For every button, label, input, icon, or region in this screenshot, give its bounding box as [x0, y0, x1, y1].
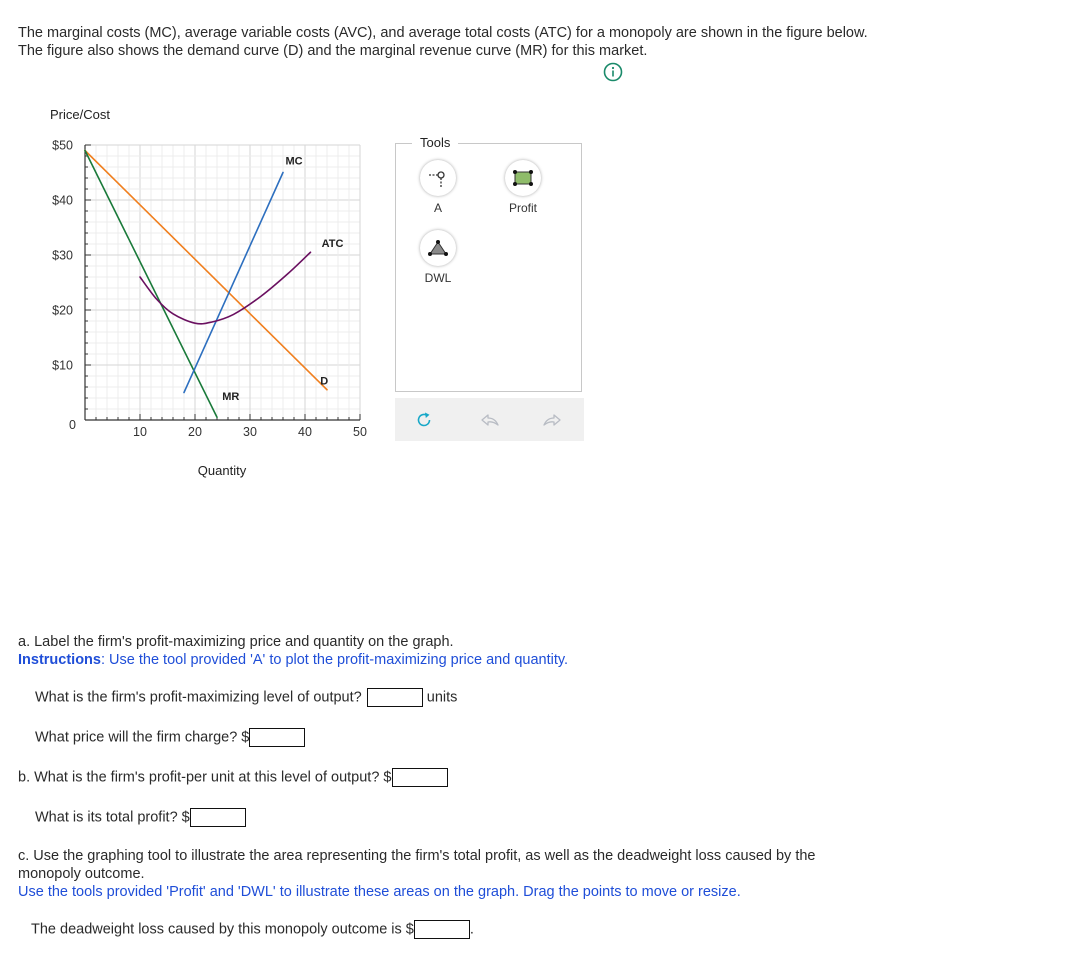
mc-curve	[184, 173, 283, 393]
reset-icon	[414, 410, 434, 430]
question-output-label: What is the firm's profit-maximizing level of output?	[35, 689, 362, 706]
tool-profit-button[interactable]	[505, 160, 541, 196]
profit-per-unit-input[interactable]	[392, 768, 448, 787]
question-dwl-label: The deadweight loss caused by this monopoly outcome is $	[31, 921, 414, 938]
question-profit-per-unit-label: b. What is the firm's profit-per unit at this level of output? $	[18, 769, 392, 786]
question-dwl-row	[31, 920, 474, 939]
question-profit-per-unit-row	[18, 768, 448, 787]
y-tick-label: $30	[52, 248, 73, 263]
point-icon	[427, 167, 449, 189]
question-a-prompt: a. Label the firm's profit-maximizing price and quantity on the graph.	[18, 634, 454, 650]
tools-title: Tools	[412, 135, 458, 150]
triangle-icon	[426, 237, 450, 259]
question-c-prompt-line-2: monopoly outcome.	[18, 866, 145, 882]
instructions-text: : Use the tool provided 'A' to plot the profit-maximizing price and quantity.	[100, 652, 569, 668]
question-price-label: What price will the firm charge? $	[35, 729, 250, 746]
x-tick-label: 40	[298, 425, 312, 439]
y-tick-label: $10	[52, 358, 73, 373]
question-output-row	[35, 688, 457, 707]
intro-text	[18, 24, 1018, 60]
rectangle-icon	[511, 167, 535, 189]
dwl-input[interactable]	[414, 920, 470, 939]
x-tick-label: 30	[243, 425, 257, 439]
question-price-row	[35, 728, 305, 747]
question-a-instructions	[18, 652, 568, 668]
undo-icon	[479, 410, 501, 430]
axes	[85, 145, 360, 420]
output-input[interactable]	[367, 688, 423, 707]
tool-a-button[interactable]	[420, 160, 456, 196]
x-ticks	[133, 425, 367, 439]
grid	[85, 145, 360, 420]
intro-line-1: The marginal costs (MC), average variable costs (AVC), and average total costs (ATC) for a monopoly are shown in the figure below.	[18, 25, 868, 41]
dwl-period: .	[469, 921, 474, 938]
y-tick-label: $40	[52, 193, 73, 208]
tool-a-label: A	[433, 201, 442, 215]
price-input[interactable]	[249, 728, 305, 747]
monopoly-graph[interactable]	[0, 95, 390, 495]
x-tick-label: 10	[133, 425, 147, 439]
y-tick-label: $20	[52, 303, 73, 318]
tool-dwl-button[interactable]	[420, 230, 456, 266]
total-profit-input[interactable]	[190, 808, 246, 827]
d-label: D	[320, 375, 329, 388]
undo-button[interactable]	[475, 405, 505, 435]
redo-icon	[541, 410, 563, 430]
mr-label: MR	[222, 391, 240, 404]
question-c-instructions: Use the tools provided 'Profit' and 'DWL' to illustrate these areas on the graph. Drag the points to move or resize.	[18, 884, 741, 900]
tool-profit-label: Profit	[508, 201, 537, 215]
intro-line-2: The figure also shows the demand curve (D) and the marginal revenue curve (MR) for this market.	[18, 43, 648, 59]
atc-label: ATC	[321, 237, 344, 250]
y-ticks	[52, 139, 73, 373]
instructions-bold: Instructions	[18, 652, 101, 668]
mc-label: MC	[285, 155, 303, 168]
x-axis-label: Quantity	[197, 463, 247, 478]
question-c-prompt-line-1: c. Use the graphing tool to illustrate the area representing the firm's total profit, as well as the deadweight loss caused by the	[18, 848, 816, 864]
redo-button[interactable]	[537, 405, 567, 435]
question-total-profit-row	[35, 808, 246, 827]
x-tick-label: 20	[188, 425, 202, 439]
info-icon[interactable]	[603, 62, 623, 82]
question-total-profit-label: What is its total profit? $	[35, 809, 190, 826]
y-tick-label: $50	[52, 138, 73, 153]
x-tick-label: 50	[353, 425, 367, 439]
output-unit: units	[426, 689, 458, 706]
tool-dwl-label: DWL	[424, 271, 452, 285]
reset-button[interactable]	[409, 405, 439, 435]
origin-label: 0	[69, 418, 76, 432]
y-axis-label: Price/Cost	[50, 107, 110, 122]
